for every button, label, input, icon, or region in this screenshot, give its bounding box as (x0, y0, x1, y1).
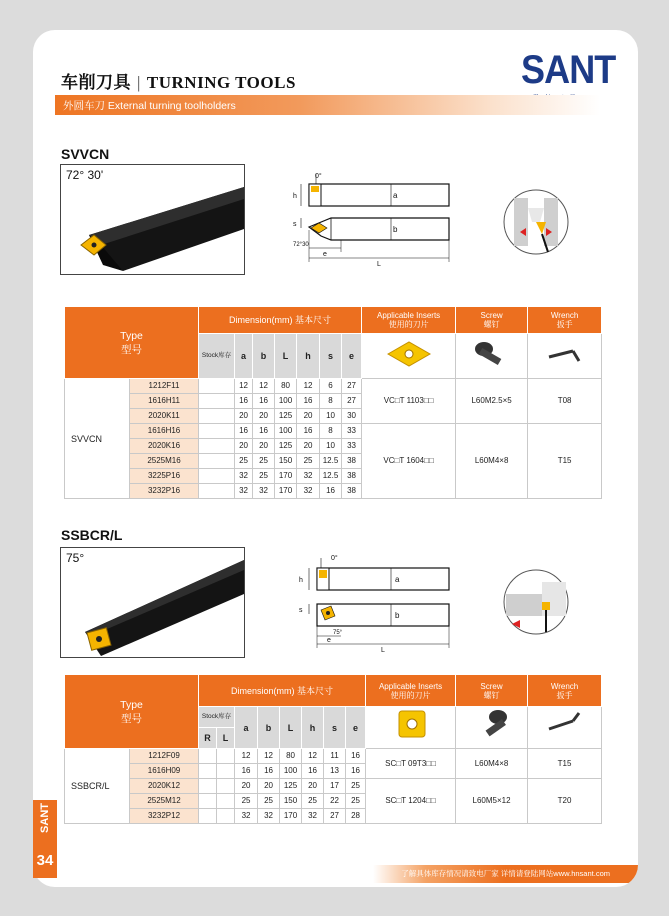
dim-s-cell: 11 (324, 749, 346, 764)
ssbcr-dim-a: a (395, 575, 400, 584)
dim-L-cell: 125 (280, 779, 302, 794)
dim-e-cell: 30 (342, 409, 362, 424)
dim-s-cell: 6 (320, 379, 342, 394)
wrench-cell: T15 (528, 749, 602, 779)
ssbcr-col-h: h (302, 707, 324, 749)
stock-cell (217, 794, 235, 809)
dim-b-cell: 20 (253, 409, 275, 424)
svvcn-dim-angle-bottom: 72°30 (293, 242, 309, 248)
ssbcr-col-s: s (324, 707, 346, 749)
model-code: 2525M12 (130, 794, 199, 809)
stock-cell (217, 779, 235, 794)
dim-h-cell: 25 (297, 454, 320, 469)
screw-cell: L60M4×8 (456, 749, 528, 779)
svvcn-col-b: b (253, 334, 275, 379)
insert-cell: VC□T 1103□□ (362, 379, 456, 424)
svvcn-stock-header: Stock库存 (199, 334, 235, 379)
insert-square-icon (391, 707, 431, 743)
svvcn-col-s: s (320, 334, 342, 379)
svvcn-application-icon (496, 188, 576, 256)
family-name: SSBCR/L (65, 749, 130, 824)
dim-s-cell: 8 (320, 394, 342, 409)
ssbcr-screw-header: Screw 螺钉 (456, 675, 528, 707)
dim-b-cell: 25 (253, 454, 275, 469)
insert-rhombic-icon (384, 338, 434, 370)
section-title-ssbcr: SSBCR/L (61, 527, 123, 543)
screw-cell: L60M5×12 (456, 779, 528, 824)
dim-h-cell: 16 (297, 424, 320, 439)
dim-L-cell: 150 (275, 454, 297, 469)
dim-a-cell: 32 (235, 484, 253, 499)
stock-cell (199, 394, 235, 409)
stock-cell (199, 809, 217, 824)
svvcn-tool-photo (60, 164, 245, 275)
wrench-cell: T20 (528, 779, 602, 824)
page-side-tab (33, 800, 57, 878)
dim-e-cell: 38 (342, 454, 362, 469)
dim-b-cell: 25 (258, 794, 280, 809)
screw-cell: L60M2.5×5 (456, 379, 528, 424)
svvcn-col-h: h (297, 334, 320, 379)
dim-L-cell: 100 (275, 394, 297, 409)
dim-a-cell: 20 (235, 779, 258, 794)
logo-word: SANT (521, 48, 616, 92)
dim-L-cell: 170 (275, 469, 297, 484)
dim-b-cell: 12 (253, 379, 275, 394)
svvcn-dim-a: a (393, 191, 398, 200)
svvcn-angle-label: 72° 30' (66, 168, 104, 182)
family-name: SVVCN (65, 379, 130, 499)
dim-b-cell: 32 (258, 809, 280, 824)
stock-cell (199, 409, 235, 424)
ssbcr-spec-table (64, 674, 602, 824)
dim-e-cell: 27 (342, 394, 362, 409)
dim-a-cell: 16 (235, 394, 253, 409)
stock-cell (199, 439, 235, 454)
footer-text: 了解具体库存情况请致电厂家 详情请登陆网站www.hnsant.com (401, 869, 610, 878)
dim-a-cell: 16 (235, 424, 253, 439)
page-number: 34 (36, 852, 54, 869)
dim-h-cell: 12 (297, 379, 320, 394)
svvcn-screw-icon (456, 334, 528, 379)
insert-cell: VC□T 1604□□ (362, 424, 456, 499)
svvcn-inserts-header: Applicable Inserts 使用的刀片 (362, 307, 456, 334)
dim-s-cell: 8 (320, 424, 342, 439)
dim-e-cell: 25 (346, 779, 366, 794)
dim-b-cell: 20 (258, 779, 280, 794)
model-code: 2525M16 (130, 454, 199, 469)
title-separator: | (137, 73, 141, 92)
svvcn-screw-header: Screw 螺钉 (456, 307, 528, 334)
dim-h-cell: 32 (297, 484, 320, 499)
wrench-icon (543, 339, 587, 369)
svvcn-dim-angle-top: 0° (315, 173, 322, 180)
dim-e-cell: 28 (346, 809, 366, 824)
ssbcr-angle-label: 75° (66, 551, 85, 565)
svvcn-dim-L: L (377, 261, 381, 268)
dim-s-cell: 13 (324, 764, 346, 779)
title-cn: 车削刀具 (61, 73, 131, 92)
wrench-cell: T15 (528, 424, 602, 499)
dim-L-cell: 170 (275, 484, 297, 499)
dim-a-cell: 16 (235, 764, 258, 779)
ssbcr-dim-e: e (327, 637, 331, 644)
stock-cell (217, 809, 235, 824)
dim-e-cell: 38 (342, 484, 362, 499)
ssbcr-screw-icon (456, 707, 528, 749)
dim-a-cell: 20 (235, 439, 253, 454)
ssbcr-col-e: e (346, 707, 366, 749)
dim-s-cell: 12.5 (320, 469, 342, 484)
dim-e-cell: 16 (346, 749, 366, 764)
stock-cell (199, 379, 235, 394)
model-code: 3232P12 (130, 809, 199, 824)
svvcn-dim-b: b (393, 225, 398, 234)
model-code: 1212F09 (130, 749, 199, 764)
dim-s-cell: 12.5 (320, 454, 342, 469)
ssbcr-application-icon (496, 568, 576, 636)
ssbcr-dim-angle-top: 0° (331, 555, 338, 562)
dim-a-cell: 12 (235, 379, 253, 394)
svvcn-dim-s: s (293, 221, 297, 228)
wrench-cell: T08 (528, 379, 602, 424)
dim-s-cell: 16 (320, 484, 342, 499)
model-code: 2020K12 (130, 779, 199, 794)
ssbcr-dim-angle-bottom: 75° (333, 630, 343, 636)
dim-e-cell: 25 (346, 794, 366, 809)
dim-s-cell: 17 (324, 779, 346, 794)
screw-icon (472, 337, 512, 371)
title-en: TURNING TOOLS (146, 73, 296, 92)
ssbcr-dim-h: h (299, 577, 303, 584)
footer-bar (373, 865, 638, 883)
dim-L-cell: 125 (275, 439, 297, 454)
catalog-page (33, 30, 638, 887)
section-title-svvcn: SVVCN (61, 146, 110, 162)
svvcn-dim-e: e (323, 251, 327, 258)
table-row (65, 424, 602, 439)
ssbcr-wrench-header: Wrench 扳手 (528, 675, 602, 707)
svvcn-dimension-drawing (281, 170, 461, 270)
dim-b-cell: 25 (253, 469, 275, 484)
svvcn-spec-table (64, 306, 602, 499)
ssbcr-col-b: b (258, 707, 280, 749)
screw-icon (472, 707, 512, 743)
stock-cell (199, 484, 235, 499)
dim-e-cell: 33 (342, 439, 362, 454)
model-code: 3225P16 (130, 469, 199, 484)
dim-L-cell: 80 (275, 379, 297, 394)
ssbcr-tool-photo (60, 547, 245, 658)
ssbcr-col-a: a (235, 707, 258, 749)
ssbcr-dim-s: s (299, 607, 303, 614)
dim-a-cell: 20 (235, 409, 253, 424)
dim-L-cell: 100 (280, 764, 302, 779)
dim-h-cell: 20 (297, 409, 320, 424)
ssbcr-insert-icon (366, 707, 456, 749)
stock-cell (199, 779, 217, 794)
dim-a-cell: 32 (235, 809, 258, 824)
svvcn-col-a: a (235, 334, 253, 379)
ssbcr-stock-r: R (199, 728, 217, 749)
dim-s-cell: 10 (320, 439, 342, 454)
dim-a-cell: 25 (235, 794, 258, 809)
ssbcr-col-L: L (280, 707, 302, 749)
dim-b-cell: 16 (258, 764, 280, 779)
table-row (65, 749, 602, 764)
insert-cell: SC□T 1204□□ (366, 779, 456, 824)
dim-h-cell: 20 (297, 439, 320, 454)
ssbcr-dimension-header: Dimension(mm) 基本尺寸 (199, 675, 366, 707)
dim-h-cell: 25 (302, 794, 324, 809)
ssbcr-wrench-icon (528, 707, 602, 749)
dim-h-cell: 20 (302, 779, 324, 794)
stock-cell (199, 454, 235, 469)
stock-cell (199, 749, 217, 764)
dim-L-cell: 125 (275, 409, 297, 424)
dim-a-cell: 32 (235, 469, 253, 484)
dim-b-cell: 16 (253, 424, 275, 439)
ssbcr-stock-l: L (217, 728, 235, 749)
svvcn-type-header: Type 型号 (65, 307, 199, 379)
stock-cell (199, 794, 217, 809)
dim-e-cell: 38 (342, 469, 362, 484)
model-code: 3232P16 (130, 484, 199, 499)
dim-e-cell: 16 (346, 764, 366, 779)
ssbcr-dim-b: b (395, 611, 400, 620)
dim-s-cell: 27 (324, 809, 346, 824)
side-brand: SANT (39, 803, 51, 833)
stock-cell (199, 764, 217, 779)
table-row (65, 379, 602, 394)
dim-h-cell: 32 (302, 809, 324, 824)
svvcn-insert-icon (362, 334, 456, 379)
screw-cell: L60M4×8 (456, 424, 528, 499)
dim-a-cell: 12 (235, 749, 258, 764)
ssbcr-dim-L: L (381, 647, 385, 652)
ssbcr-tool-image (61, 548, 244, 657)
dim-L-cell: 80 (280, 749, 302, 764)
dim-b-cell: 16 (253, 394, 275, 409)
dim-b-cell: 12 (258, 749, 280, 764)
ssbcr-inserts-header: Applicable Inserts 使用的刀片 (366, 675, 456, 707)
dim-h-cell: 32 (297, 469, 320, 484)
svvcn-col-L: L (275, 334, 297, 379)
dim-h-cell: 16 (297, 394, 320, 409)
model-code: 1616H16 (130, 424, 199, 439)
svvcn-wrench-icon (528, 334, 602, 379)
stock-cell (217, 749, 235, 764)
dim-a-cell: 25 (235, 454, 253, 469)
banner-text: 外圆车刀 External turning toolholders (63, 100, 236, 112)
model-code: 1616H09 (130, 764, 199, 779)
table-row (65, 779, 602, 794)
dim-h-cell: 12 (302, 749, 324, 764)
ssbcr-type-header: Type 型号 (65, 675, 199, 749)
dim-e-cell: 33 (342, 424, 362, 439)
svvcn-col-e: e (342, 334, 362, 379)
dim-s-cell: 10 (320, 409, 342, 424)
dim-b-cell: 20 (253, 439, 275, 454)
category-banner (55, 95, 600, 115)
page-title (61, 68, 296, 93)
stock-cell (199, 424, 235, 439)
dim-b-cell: 32 (253, 484, 275, 499)
svvcn-wrench-header: Wrench 扳手 (528, 307, 602, 334)
ssbcr-stock-header: Stock库存 (199, 707, 235, 728)
dim-s-cell: 22 (324, 794, 346, 809)
dim-h-cell: 16 (302, 764, 324, 779)
stock-cell (199, 469, 235, 484)
ssbcr-dimension-drawing (281, 552, 461, 652)
insert-cell: SC□T 09T3□□ (366, 749, 456, 779)
model-code: 1616H11 (130, 394, 199, 409)
model-code: 2020K11 (130, 409, 199, 424)
svvcn-dimension-header: Dimension(mm) 基本尺寸 (199, 307, 362, 334)
dim-L-cell: 150 (280, 794, 302, 809)
model-code: 2020K16 (130, 439, 199, 454)
dim-L-cell: 100 (275, 424, 297, 439)
model-code: 1212F11 (130, 379, 199, 394)
wrench-icon (543, 707, 587, 743)
dim-e-cell: 27 (342, 379, 362, 394)
stock-cell (217, 764, 235, 779)
dim-L-cell: 170 (280, 809, 302, 824)
svvcn-dim-h: h (293, 193, 297, 200)
